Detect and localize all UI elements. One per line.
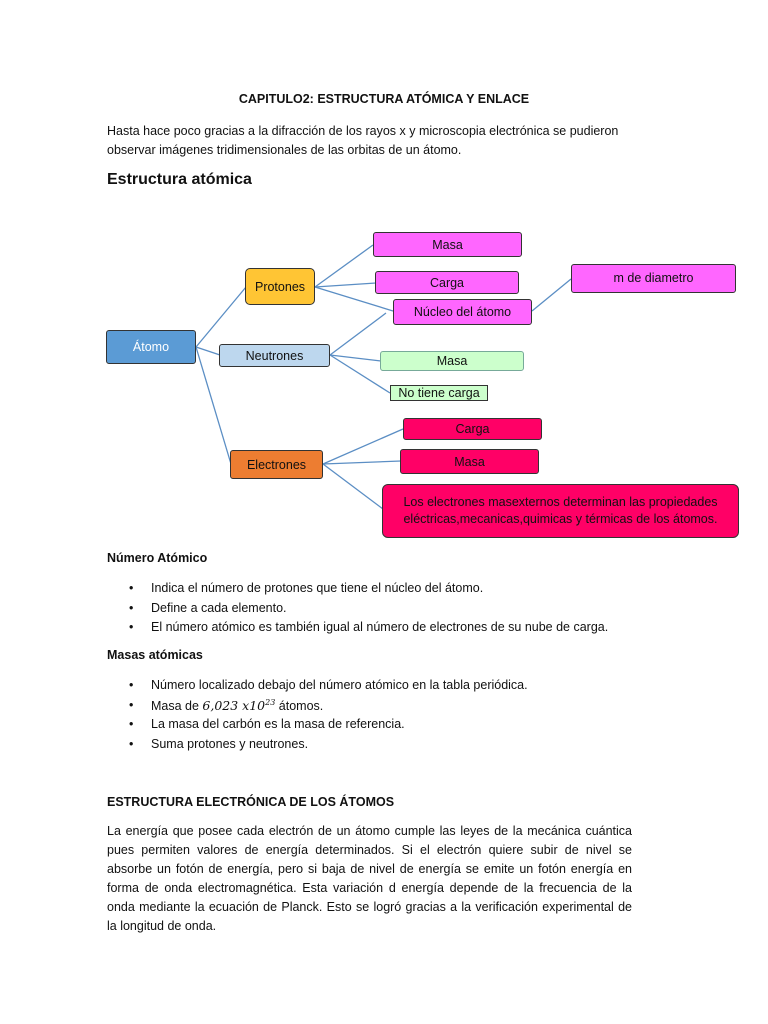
- page-title: CAPITULO2: ESTRUCTURA ATÓMICA Y ENLACE: [238, 92, 530, 106]
- connector-atomo-neutrones: [196, 347, 220, 355]
- list-item: • El número atómico es también igual al número de electrones de su nube de carga.: [107, 618, 608, 638]
- numero-atomico-list: [107, 579, 608, 638]
- node-neutrones: Neutrones: [219, 344, 330, 367]
- masa-suffix: átomos.: [275, 698, 324, 713]
- avogadro-number: 6,023 x10: [202, 697, 266, 713]
- node-diametro: m de diametro: [571, 264, 736, 293]
- connector-electrones-nota: [323, 464, 383, 509]
- intro-paragraph: Hasta hace poco gracias a la difracción de los rayos x y microscopia electrónica se pudieron observar imágenes tridimensionales de las orbitas de un átomo.: [107, 124, 619, 157]
- node-masa-electrones: Masa: [400, 449, 539, 474]
- connector-atomo-protones: [196, 287, 246, 347]
- connector-neutrones-nucleo: [330, 313, 386, 355]
- connector-protones-carga: [315, 283, 376, 287]
- list-item: • Número localizado debajo del número atómico en la tabla periódica.: [107, 676, 528, 696]
- node-electrones: Electrones: [230, 450, 323, 479]
- node-nucleo: Núcleo del átomo: [393, 299, 532, 325]
- list-item: • Define a cada elemento.: [107, 599, 608, 619]
- node-electrones-nota: Los electrones masexternos determinan las propiedades eléctricas,mecanicas,quimicas y térmicas de los átomos.: [382, 484, 739, 538]
- list-item: [107, 696, 528, 716]
- connector-neutrones-masa: [330, 355, 381, 361]
- list-item: • Suma protones y neutrones.: [107, 735, 528, 755]
- node-atomo: Átomo: [106, 330, 196, 364]
- section-heading: Estructura atómica: [107, 171, 252, 188]
- connector-electrones-masa: [323, 461, 401, 464]
- connector-protones-masa: [315, 245, 373, 287]
- list-item: • Indica el número de protones que tiene el núcleo del átomo.: [107, 579, 608, 599]
- node-masa-neutrones: Masa: [380, 351, 524, 371]
- masa-prefix: Masa de: [151, 698, 203, 713]
- connector-nucleo-diametro: [532, 279, 571, 311]
- list-item: • La masa del carbón es la masa de referencia.: [107, 715, 528, 735]
- node-carga-electrones: Carga: [403, 418, 542, 440]
- node-masa-protones: Masa: [373, 232, 522, 257]
- estructura-electronica-heading: ESTRUCTURA ELECTRÓNICA DE LOS ÁTOMOS: [107, 795, 395, 809]
- estructura-electronica-paragraph: La energía que posee cada electrón de un átomo cumple las leyes de la mecánica cuántica pues permiten valores de energía determinados. Si el electrón quiere subir de nivel se absorbe un fotón de energía, pero si baja de nivel de energía se emite un fotón energía en forma de onda electromagnética. Esta variación d energía depende de la frecuencia de la onda mediante la ecuación de Planck. Esto se logró gracias a la verificación experimental de la longitud de onda.: [107, 824, 632, 933]
- node-protones: Protones: [245, 268, 315, 305]
- connector-electrones-carga: [323, 429, 403, 464]
- node-no-carga: No tiene carga: [390, 385, 488, 401]
- masas-atomicas-list: [107, 676, 528, 754]
- node-carga-protones: Carga: [375, 271, 519, 294]
- numero-atomico-heading: Número Atómico: [107, 551, 208, 565]
- masas-atomicas-heading: Masas atómicas: [107, 648, 203, 662]
- avogadro-exponent: 23: [265, 697, 276, 707]
